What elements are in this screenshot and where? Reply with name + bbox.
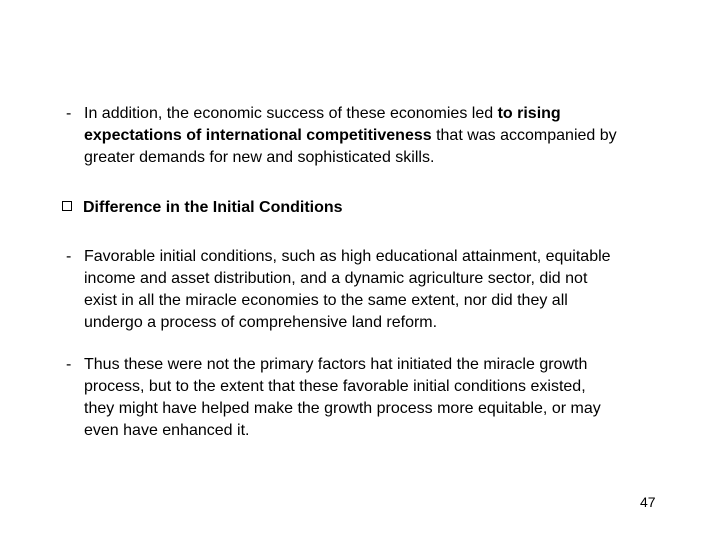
text-run: In addition, the economic success of these economies led: [84, 105, 498, 122]
paragraph-line: Thus these were not the primary factors hat initiated the miracle growth: [84, 356, 588, 373]
paragraph-line: Favorable initial conditions, such as high educational attainment, equitable: [84, 248, 611, 265]
bullet-dash: -: [66, 105, 72, 122]
section-heading: [62, 197, 343, 219]
emphasis-text: expectations of international competitiveness: [84, 127, 432, 144]
paragraph-line: process, but to the extent that these favorable initial conditions existed,: [84, 378, 586, 395]
text-run: that was accompanied by: [431, 127, 617, 144]
page-number: 47: [640, 494, 656, 510]
paragraph-line: undergo a process of comprehensive land reform.: [84, 314, 438, 331]
paragraph-initial-conditions: [66, 246, 706, 334]
paragraph-growth-process: [66, 354, 706, 442]
paragraph-line: they might have helped make the growth process more equitable, or may: [84, 400, 601, 417]
checkbox-icon: [62, 201, 72, 211]
paragraph-line: income and asset distribution, and a dynamic agriculture sector, did not: [84, 270, 588, 287]
paragraph-line: [84, 125, 706, 147]
paragraph-line: exist in all the miracle economies to the same extent, nor did they all: [84, 292, 568, 309]
section-heading-text: Difference in the Initial Conditions: [83, 199, 343, 216]
paragraph-line: even have enhanced it.: [84, 422, 250, 439]
bullet-dash: -: [66, 356, 72, 373]
paragraph-line: greater demands for new and sophisticated skills.: [84, 149, 435, 166]
bullet-dash: -: [66, 248, 72, 265]
emphasis-text: to rising: [497, 105, 561, 122]
paragraph-economic-success: [66, 103, 706, 169]
paragraph-line: [84, 103, 706, 125]
